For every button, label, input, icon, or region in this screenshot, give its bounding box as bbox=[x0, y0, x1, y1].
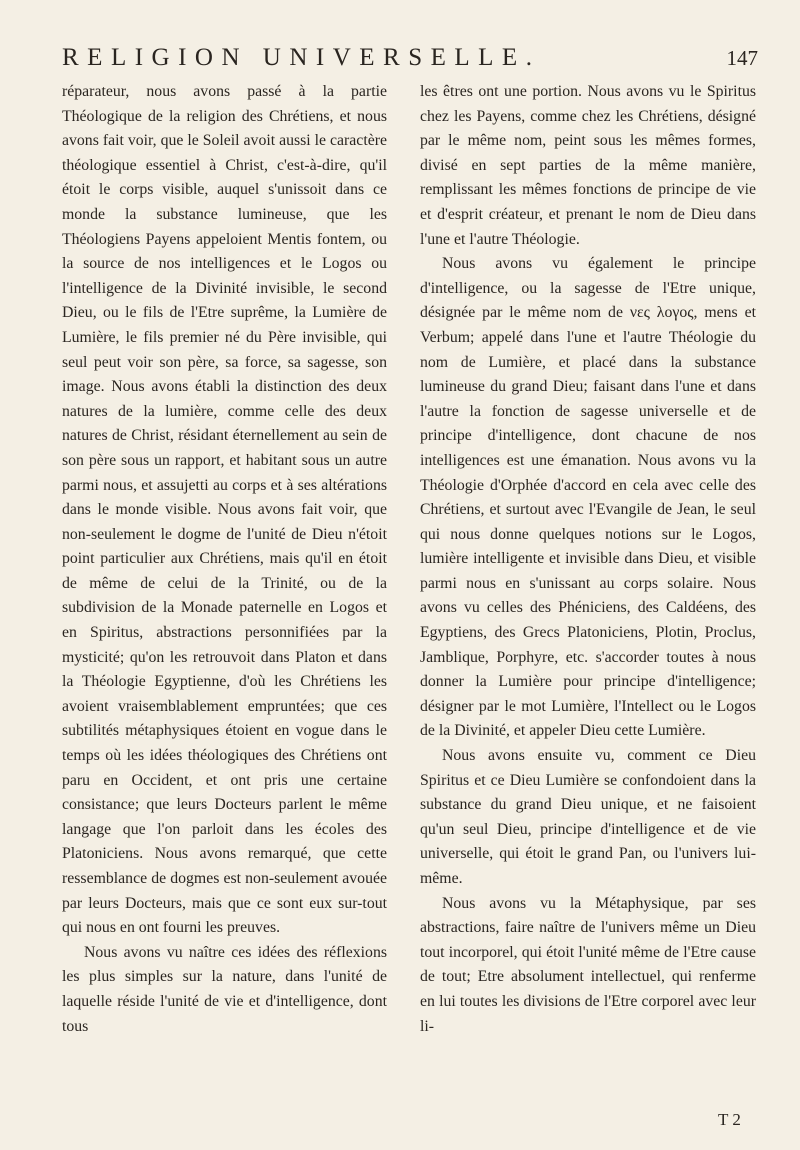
page-header bbox=[62, 44, 758, 78]
paragraph: les êtres ont une portion. Nous avons vu le Spiritus chez les Payens, comme chez les Chrétiens, désigné par le même nom, peint sous les mêmes formes, divisé en sept parties de la même manière, remplissant les mêmes fonctions de principe de vie et d'esprit créateur, et prenant le nom de Dieu dans l'une et l'autre Théologie. bbox=[420, 83, 756, 248]
paragraph: Nous avons vu également le principe d'intelligence, ou la sagesse de l'Etre unique, désignée par le même nom de νες λογος, mens et Verbum; appelé dans l'une et l'autre Théologie du nom de Lumière, et placé dans la substance lumineuse du grand Dieu; faisant dans l'une et dans l'autre la fonction de sagesse universelle et de principe d'intelligence, dont chacune de nos intelligences est une émanation. Nous avons vu la Théologie d'Orphée d'accord en cela avec celle des Chrétiens, et surtout avec l'Evangile de Jean, le seul qui nous donne quelques notions sur le Logos, lumière intelligente et invisible dans Dieu, et visible parmi nous en s'unissant au corps solaire. Nous avons vu celles des Phéniciens, des Caldéens, des Egyptiens, des Grecs Platoniciens, Plotin, Proclus, Jamblique, Porphyre, etc. s'accorder toutes à nous donner la Lumière pour principe d'intelligence; désigner par le mot Lumière, l'Intellect ou le Logos de la Divinité, et appeler Dieu cette Lumière. bbox=[420, 255, 756, 740]
paragraph: réparateur, nous avons passé à la partie Théologique de la religion des Chrétiens, et nous avons fait voir, que le Soleil avoit aussi le caractère théologique essentiel à Christ, c'est-à-dire, qu'il étoit le corps visible, auquel s'unissoit dans ce monde la substance lumineuse, que les Théologiens Payens appeloient Mentis fontem, ou la source de nos intelligences et le Logos ou l'intelligence de la Divinité invisible, le second Dieu, ou le fils de l'Etre suprême, la Lumière de Lumière, le fils premier né du Père invisible, qui seul peut voir son père, sa force, sa sagesse, son image. Nous avons établi la distinction des deux natures de la lumière, comme celle des deux natures de Christ, résidant éternellement au sein de son père sous un rapport, et habitant sous un autre parmi nous, et assujetti au corps et à ses altérations dans le monde visible. Nous avons fait voir, que non-seulement le dogme de l'unité de Dieu n'étoit point particulier aux Chrétiens, mais qu'il en étoit de même de celui de la Trinité, ou de la subdivision de la Monade paternelle en Logos et en Spiritus, abstractions personnifiées par la mysticité; qu'on les retrouvoit dans Platon et dans la Théologie Egyptienne, d'où les Chrétiens les avoient vraisemblablement empruntées; que ces subtilités métaphysiques étoient en vogue dans le temps où les idées théologiques des Chrétiens ont paru en Occident, et ont pris une certaine consistance; que leurs Docteurs parlent le même langage que l'on parloit dans les écoles des Platoniciens. Nous avons remarqué, que cette ressemblance de dogmes est non-seulement avouée par leurs Docteurs, mais que ce sont eux sur-tout qui nous en ont fourni les preuves. bbox=[62, 83, 387, 937]
paragraph: Nous avons ensuite vu, comment ce Dieu Spiritus et ce Dieu Lumière se confondoient dans la substance du grand Dieu unique, et ne faisoient qu'un seul Dieu, principe d'intelligence et de vie universelle, qui étoit le grand Pan, ou l'univers lui-même. bbox=[420, 747, 756, 887]
running-title: RELIGION UNIVERSELLE. bbox=[62, 44, 541, 71]
paragraph: Nous avons vu naître ces idées des réflexions les plus simples sur la nature, dans l'unité de laquelle réside l'unité de vie et d'intelligence, dont tous bbox=[62, 943, 387, 1035]
page-number: 147 bbox=[726, 46, 758, 70]
signature-mark: T 2 bbox=[718, 1110, 741, 1129]
paragraph: Nous avons vu la Métaphysique, par ses abstractions, faire naître de l'univers même un Dieu tout incorporel, qui étoit l'unité même de l'Etre cause de tout; Etre absolument intellectuel, qui renferme en lui toutes les divisions de l'Etre corporel avec leur li- bbox=[420, 894, 756, 1035]
right-column bbox=[420, 80, 756, 1039]
left-column bbox=[62, 80, 387, 1039]
